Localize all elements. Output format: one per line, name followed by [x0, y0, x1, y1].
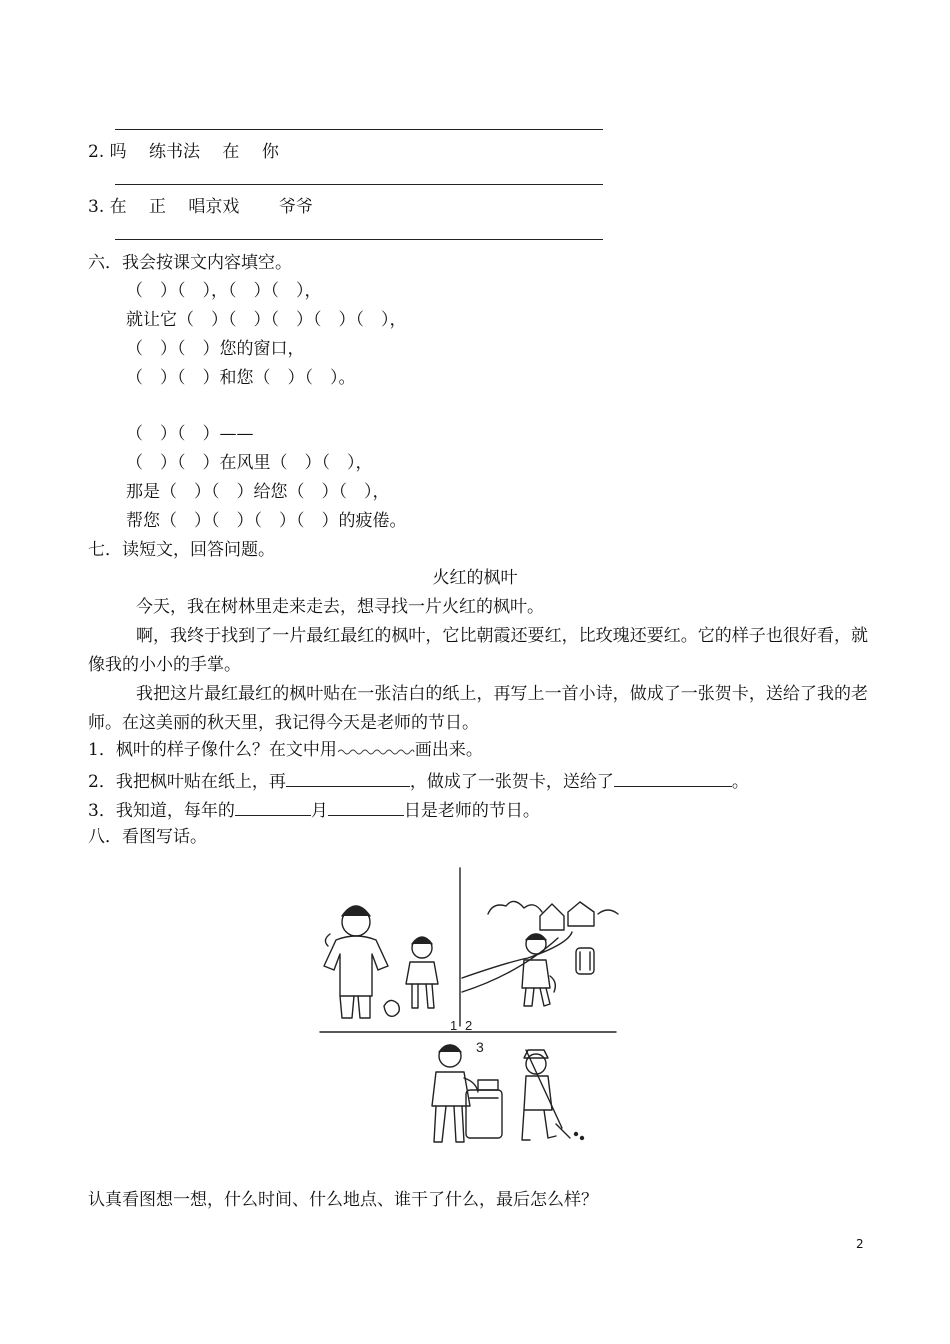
passage-paragraph-3: 我把这片最红最红的枫叶贴在一张洁白的纸上，再写上一首小诗，做成了一张贺卡，送给了我的老师。在这美丽的秋天里，我记得今天是老师的节日。 — [88, 684, 868, 733]
section-6-heading: 六．我会按课文内容填空。 — [88, 253, 292, 273]
section-8-heading: 八．看图写话。 — [88, 827, 207, 847]
fill-line-8[interactable]: 帮您（ ）（ ）（ ）（ ）的疲倦。 — [126, 511, 407, 531]
passage-paragraph-2: 啊，我终于找到了一片最红最红的枫叶，它比朝霞还要红，比玫瑰还要红。它的样子也很好看，就像我的小小的手掌。 — [88, 626, 868, 675]
sentence-item-2: 2. 吗 练书法 在 你 — [88, 142, 279, 162]
answer-line-1[interactable] — [115, 129, 603, 130]
fill-line-4[interactable]: （ ）（ ）和您（ ）（ ）。 — [126, 368, 356, 388]
section-7-heading: 七．读短文，回答问题。 — [88, 540, 275, 560]
page-number: 2 — [856, 1237, 864, 1251]
fill-line-1[interactable]: （ ）（ ），（ ）（ ）， — [126, 281, 322, 301]
passage-title: 火红的枫叶 — [432, 568, 518, 588]
panel-label-1: 1 — [450, 1018, 458, 1033]
q2-blank-1[interactable] — [286, 768, 410, 787]
picture-story-illustration — [318, 866, 628, 1162]
passage-paragraph-1: 今天，我在树林里走来走去，想寻找一片火红的枫叶。 — [136, 597, 544, 617]
fill-line-5[interactable]: （ ）（ ）—— — [126, 424, 254, 444]
question-3: 3．我知道，每年的 月 日是老师的节日。 — [88, 797, 540, 822]
answer-line-2[interactable] — [115, 184, 603, 185]
panel-label-3: 3 — [476, 1039, 484, 1055]
question-2: 2．我把枫叶贴在纸上，再 ，做成了一张贺卡，送给了 。 — [88, 768, 749, 793]
fill-line-7[interactable]: 那是（ ）（ ）给您（ ）（ ）， — [126, 482, 390, 502]
month-blank[interactable] — [235, 797, 311, 816]
wavy-underline-icon — [337, 746, 415, 756]
fill-line-2[interactable]: 就让它（ ）（ ）（ ）（ ）（ ）， — [126, 310, 407, 330]
q2-blank-2[interactable] — [614, 768, 732, 787]
answer-line-3[interactable] — [115, 239, 603, 240]
fill-line-6[interactable]: （ ）（ ）在风里（ ）（ ）， — [126, 453, 373, 473]
sentence-item-3: 3. 在 正 唱京戏 爷爷 — [88, 197, 313, 217]
day-blank[interactable] — [328, 797, 404, 816]
fill-line-3[interactable]: （ ）（ ）您的窗口， — [126, 339, 305, 359]
panel-label-2: 2 — [465, 1018, 473, 1033]
question-1: 1．枫叶的样子像什么？在文中用 画出来。 — [88, 740, 483, 760]
writing-prompt: 认真看图想一想，什么时间、什么地点、谁干了什么，最后怎么样？ — [88, 1190, 598, 1210]
